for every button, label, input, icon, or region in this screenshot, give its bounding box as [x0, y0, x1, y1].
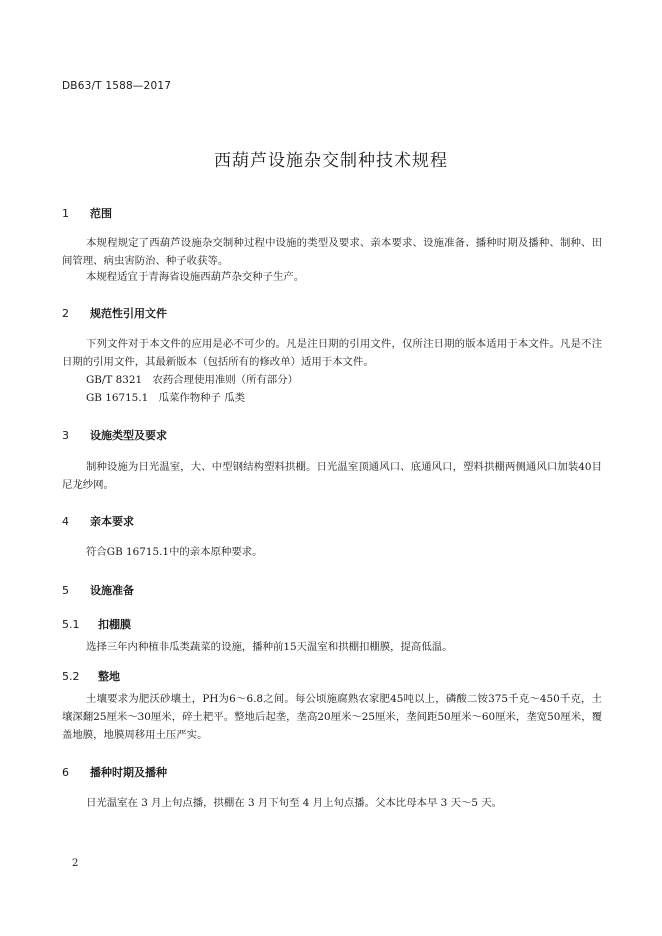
paragraph: 符合GB 16715.1中的亲本原种要求。	[86, 546, 263, 558]
section-number: 5.2	[62, 670, 80, 683]
paragraph: 本规程规定了西葫芦设施杂交制种过程中设施的类型及要求、亲本要求、设施准备、播种时期及播种、制种、田间管理、病虫害防治、种子收获等。	[62, 237, 602, 267]
section-number: 3	[62, 429, 69, 442]
paragraph: 本规程适宜于青海省设施西葫芦杂交种子生产。	[86, 271, 305, 283]
reference-item: GB 16715.1 瓜菜作物种子 瓜类	[86, 392, 246, 404]
reference-item: GB/T 8321 农药合理使用准则（所有部分）	[86, 374, 298, 386]
section-title: 亲本要求	[90, 515, 134, 528]
section-title: 扣棚膜	[98, 618, 131, 631]
subsection-heading-5-1	[62, 616, 131, 632]
paragraph: 日光温室在 3 月上旬点播，拱棚在 3 月下旬至 4 月上旬点播。父本比母本早 3 天～5 天。	[86, 797, 503, 809]
section-title: 设施类型及要求	[90, 429, 167, 442]
section-number: 1	[62, 207, 69, 220]
section-heading-1	[62, 205, 112, 221]
document-title: 西葫芦设施杂交制种技术规程	[214, 151, 448, 171]
section-number: 2	[62, 307, 69, 320]
standard-number: DB63/T 1588—2017	[62, 80, 172, 92]
section-heading-5	[62, 582, 134, 598]
section-heading-6	[62, 764, 167, 780]
section-title: 规范性引用文件	[90, 307, 167, 320]
paragraph: 土壤要求为肥沃砂壤土，PH为6～6.8之间。每公顷施腐熟农家肥45吨以上，磷酸二铵375千克～450千克，土壤深翻25厘米～30厘米，碎土耙平。整地后起垄，垄高20厘米～25厘米，垄间距50厘米～60厘米，垄宽50厘米，覆盖地膜，地膜周移用土压严实。	[62, 693, 602, 741]
section-number: 5	[62, 584, 69, 597]
section-number: 5.1	[62, 618, 80, 631]
paragraph: 下列文件对于本文件的应用是必不可少的。凡是注日期的引用文件，仅所注日期的版本适用于本文件。凡是不注日期的引用文件，其最新版本（包括所有的修改单）适用于本文件。	[62, 338, 602, 368]
section-number: 4	[62, 515, 69, 528]
section-title: 范围	[90, 207, 112, 220]
section-heading-4	[62, 513, 134, 529]
subsection-heading-5-2	[62, 668, 120, 684]
page-number: 2	[72, 858, 79, 869]
section-title: 设施准备	[90, 584, 134, 597]
section-heading-2	[62, 305, 167, 321]
section-title: 播种时期及播种	[90, 766, 167, 779]
paragraph: 制种设施为日光温室，大、中型钢结构塑料拱棚。日光温室顶通风口、底通风口，塑料拱棚两侧通风口加装40目尼龙纱网。	[62, 461, 602, 491]
section-title: 整地	[98, 670, 120, 683]
section-heading-3	[62, 427, 167, 443]
paragraph: 选择三年内种植非瓜类蔬菜的设施，播种前15天温室和拱棚扣棚膜，提高低温。	[86, 641, 453, 653]
section-number: 6	[62, 766, 69, 779]
